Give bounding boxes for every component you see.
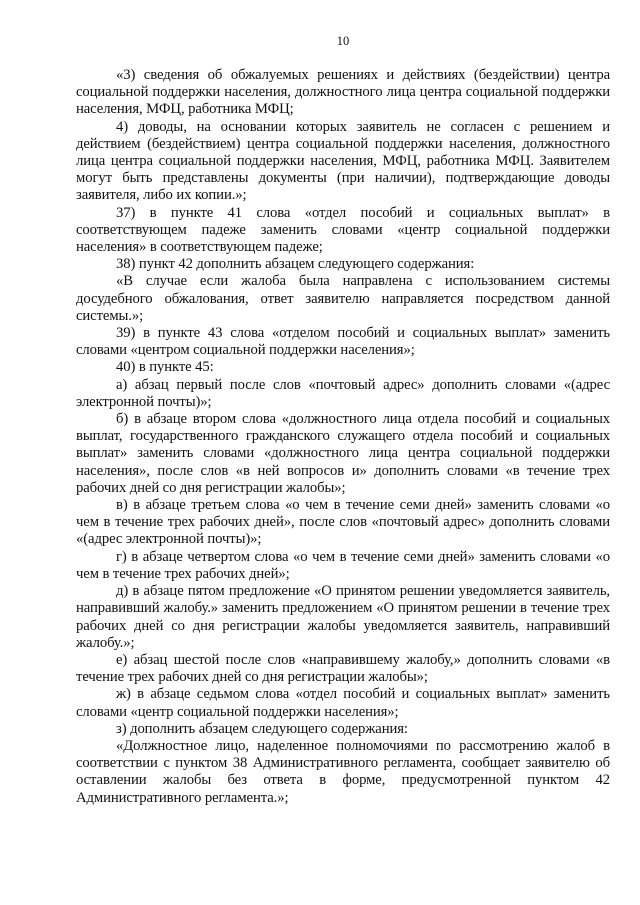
- paragraph-subpoint-d: д) в абзаце пятом предложение «О принятом решении уведомляется заявитель, направивший жалобу.» заменить предложением «О принятом решении в течение трех рабочих дней со дня регистрации жалобы уведомляется заявитель, направивший жалобу.»;: [76, 583, 610, 651]
- page-number: 10: [336, 34, 350, 48]
- paragraph-point-40: 40) в пункте 45:: [116, 359, 214, 376]
- paragraph-subpoint-v: в) в абзаце третьем слова «о чем в течение семи дней» заменить словами «о чем в течение трех рабочих дней», после слов «почтовый адрес» дополнить словами «(адрес электронной почты)»;: [76, 497, 610, 548]
- paragraph-subpoint-g: г) в абзаце четвертом слова «о чем в течение семи дней» заменить словами «о чем в течение трех рабочих дней»;: [76, 548, 610, 582]
- paragraph-point-39: 39) в пункте 43 слова «отделом пособий и социальных выплат» заменить словами «центром социальной поддержки населения»;: [76, 325, 610, 359]
- paragraph-subpoint-zh: ж) в абзаце седьмом слова «отдел пособий и социальных выплат» заменить словами «центр социальной поддержки населения»;: [76, 686, 610, 720]
- paragraph-subpoint-z-quote: «Должностное лицо, наделенное полномочиями по рассмотрению жалоб в соответствии с пунктом 38 Административного регламента, сообщает заявителю об оставлении жалобы без ответа в форме, предусмотренной пунктом 42 Административного регламента.»;: [76, 737, 610, 806]
- paragraph-point-38-quote: «В случае если жалоба была направлена с использованием системы досудебного обжалования, ответ заявителю направляется посредством данной системы.»;: [76, 273, 610, 324]
- document-body: [76, 67, 610, 807]
- paragraph-item-3: «3) сведения об обжалуемых решениях и действиях (бездействии) центра социальной поддержки населения, должностного лица центра социальной поддержки населения, МФЦ, работника МФЦ;: [76, 67, 610, 118]
- paragraph-subpoint-e: е) абзац шестой после слов «направившему жалобу,» дополнить словами «в течение трех рабочих дней со дня регистрации жалобы»;: [76, 651, 610, 686]
- paragraph-item-4: 4) доводы, на основании которых заявитель не согласен с решением и действием (бездействием) центра социальной поддержки населения, должностного лица центра социальной поддержки населения, МФЦ, работника МФЦ. Заявителем могут быть представлены документы (при наличии), подтверждающие доводы заявителя, либо их копии.»;: [76, 118, 610, 204]
- paragraph-subpoint-a: а) абзац первый после слов «почтовый адрес» дополнить словами «(адрес электронной почты)»;: [76, 376, 610, 410]
- paragraph-point-38: 38) пункт 42 дополнить абзацем следующего содержания:: [116, 256, 475, 273]
- paragraph-subpoint-b: б) в абзаце втором слова «должностного лица отдела пособий и социальных выплат, государственного гражданского служащего отдела пособий и социальных выплат» заменить словами «должностного лица центра социальной поддержки населения», после слов «в ней вопросов и» дополнить словами «в течение трех рабочих дней со дня регистрации жалобы»;: [76, 411, 610, 496]
- paragraph-point-37: 37) в пункте 41 слова «отдел пособий и социальных выплат» в соответствующем падеже заменить словами «центр социальной поддержки населения» в соответствующем падеже;: [76, 204, 610, 256]
- paragraph-subpoint-z: з) дополнить абзацем следующего содержания:: [116, 720, 408, 737]
